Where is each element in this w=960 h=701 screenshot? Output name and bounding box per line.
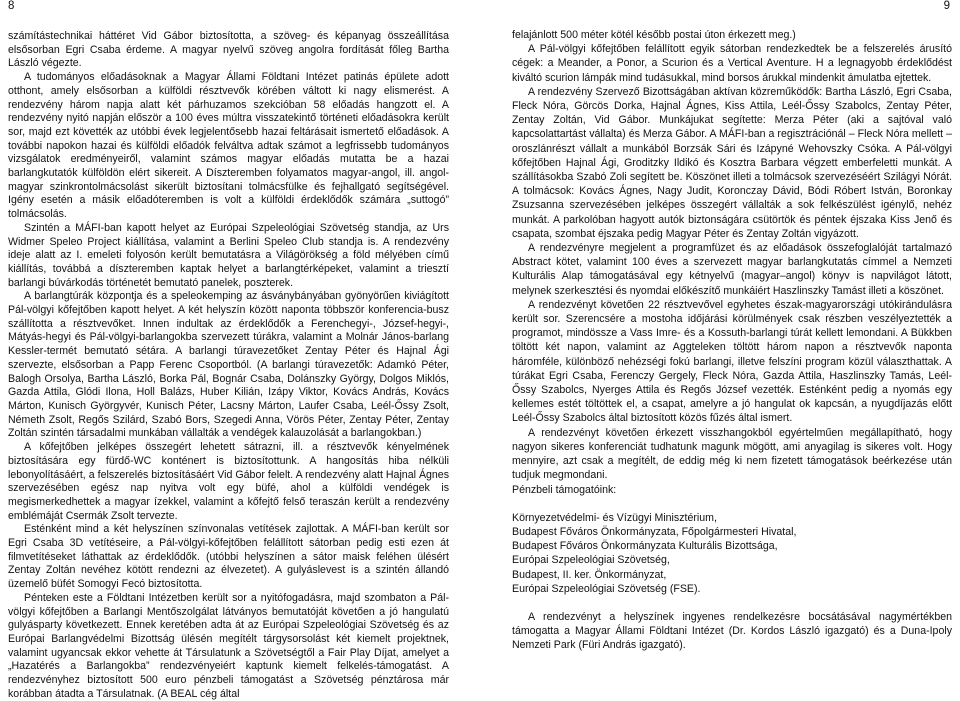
paragraph: A tudományos előadásoknak a Magyar Állami Földtani Intézet patinás épülete adott otthont, amely elsősorban a külföldi résztvevők körében váltott ki nagy elismerést. A rendezvény három napja alatt két párhuzamos szekcióban 58 előadás hangzott el. A rendezvény nyitó napján először a 100 éves múltra visszatekintő történeti előadásokra került sor, majd ezt követték az utóbbi évek legjelentősebb hazai feltárásait ismertető előadások. A további napokon hazai és külföldi előadók felváltva adtak számot a legfrissebb tudományos vizsgálatok eredményeiről, valamint számos magyar előadás mutatta be a hazai barlangkutatók külföldön elért sikereit. A Díszteremben folyamatos magyar-angol, ill. angol-magyar szinkrontolmácsolást sikerült biztosítani tolmácsfülke és fejhallgató segítségével. Igény esetén a másik előadóteremben is volt a külföldi érdeklődők számára „suttogó” tolmácsolás. bbox=[8, 71, 449, 221]
supporter-item: Környezetvédelmi- és Vízügyi Minisztérium, bbox=[512, 511, 717, 524]
paragraph: A rendezvény Szervező Bizottságában aktívan közreműködők: Bartha László, Egri Csaba, Fleck Nóra, Görcös Dorka, Hajnal Ágnes, Kiss Attila, Leél-Őssy Szabolcs, Zentay Péter, Zentay Zoltán, Vid Gábor. Munkájukat segítette: Merza Péter (aki a sajtóval való kapcsolattartást vállalta) és Merza Gábor. A MÁFI-ban a regisztrációnál – Fleck Nóra mellett – oroszlánrészt vállalt a munkából Borzsák Sári és Izápyné Wehovszky Csóka. A Pál-völgyi kőfejtőben Hajnal Ági, Groditzky Ildikó és Kosztra Barbara végzett emberfeletti munkát. A szállításokba Szabó Zoli segített be. Köszönet illeti a tolmácsok szervezéséért Szilágyi Nórát. A tolmácsok: Kovács Ágnes, Nagy Judit, Koronczay Dávid, Bódi Róbert István, Boronkay Zsuzsanna szervezésében jelképes összegért vállalták a sok felkészülést igénylő, nehéz munkát. A parkolóban hagyott autók biztonságára csütörtök és péntek éjszaka Kiss Jenő és csapata, szombat éjszaka pedig Magyar Péter és Zentay Zoltán vigyázott. bbox=[512, 85, 952, 240]
paragraph: Szintén a MÁFI-ban kapott helyet az Európai Szpeleológiai Szövetség standja, az Urs Widmer Speleo Project kiállítása, valamint a Berlini Speleo Club standja is. A rendezvény ideje alatt az I. emeleti folyosón került bemutatásra a Világörökség a föld mélyében című kiállítás, továbbá a díszteremben kaptak helyet a barlangtérképeket, valamint a triesztí barlangi búvárkodás történetét bemutató panelek, poszterek. bbox=[8, 221, 449, 289]
supporter-item: Budapest, II. ker. Önkormányzat, bbox=[512, 568, 667, 581]
paragraph: A rendezvényre megjelent a programfüzet és az előadások összefoglalóját tartalmazó Abstract kötet, valamint 100 éves a szervezett magyar barlangkutatás címmel a Nemzeti Kulturális Alap támogatásával egy kétnyelvű (magyar–angol) könyv is napvilágot látott, melynek szerkesztési és nyomdai előkészítő munkáiért Haszlinszky Tamást illeti a köszönet. bbox=[512, 242, 952, 297]
supporter-item: Európai Szpeleológiai Szövetség (FSE). bbox=[512, 582, 701, 595]
page-number-right: 9 bbox=[943, 0, 950, 12]
paragraph: A rendezvényt a helyszínek ingyenes rendelkezésre bocsátásával nagymértékben támogatta a Magyar Állami Földtani Intézet (Dr. Kordos László igazgató) és a Duna-Ipoly Nemzeti Park (Füri András igazgató). bbox=[512, 610, 952, 652]
paragraph: A kőfejtőben jelképes összegért lehetett sátrazni, ill. a résztvevők kényelmének biztosítására egy fürdő-WC konténert is biztosítottunk. A hangosítás hiba nélküli lebonyolításáért, a felszerelés biztosításáért Vid Gábor felelt. A rendezvény alatt Hajnal Ágnes szervezésében egész nap nyitva volt egy büfé, ahol a külföldi vendégek is megismerkedhettek a magyar ízekkel, valamint a kőfejtő felső teraszán került a rendezvény emblémáját Csermák Zsolt tervezte. bbox=[8, 441, 449, 522]
supporter-item: Budapest Főváros Önkormányzata, Főpolgármesteri Hivatal, bbox=[512, 525, 797, 538]
left-text-column bbox=[8, 30, 449, 701]
paragraph: Pénteken este a Földtani Intézetben került sor a nyitófogadásra, majd szombaton a Pál-völgyi kőfejtőben a Barlangi Mentőszolgálat látványos bemutatóját követően a jó hangulatú gulyásparty következett. Ennek keretében adta át az Európai Szpeleológiai Szövetség és az Európai Barlangvédelmi Bizottság ülésén megítélt tárgysorsolást két kiemelt projektnek, valamint ugyancsak ekkor vehette át Társulatunk a Szövetségtől a Fair Play Díjat, amelyet a „Hazatérés a Barlangokba” rendezvényeiért kaptunk kiemelt felkelés-támogatást. A rendezvényhez biztosított 500 euro pénzbeli támogatást a Szövetség pénztárosa már korábban átadta a Társulatnak. (A BEAL cég által bbox=[8, 591, 449, 700]
paragraph: felajánlott 500 méter kötél később postai úton érkezett meg.) bbox=[512, 29, 796, 41]
paragraph: Esténként mind a két helyszínen színvonalas vetítések zajlottak. A MÁFI-ban került sor Egri Csaba 3D vetítéseire, a Pál-völgyi-kőfejtőben felállított sátorban pedig esti ezen át filmvetítéseket láthattak az érdeklődők. (utóbbi helyszínen a sátor maisk feléhen ülésért Zentay Zoltán nevéhez kötött rendezni az élvezetet). A gulyáslevest is a szintén állandó üzemelő büfét Somogyi Fecó biztosította. bbox=[8, 523, 449, 591]
page-number-left: 8 bbox=[8, 0, 15, 12]
paragraph: A barlangtúrák központja és a speleokemping az ásványbányában gyönyörűen kiviágított Pál-völgyi kőfejtőben kapott helyet. A két helyszín között naponta többször konferencia-busz szállította a résztvevőket. Innen indultak az érdeklődők a Ferenchegyi-, József-hegyi-, Mátyás-hegyi és Pál-völgyi-barlangokba szervezett túrákra, valamint a Molnár János-barlang Kessler-termét bemutató sétára. A barlangi túravezetőket Zentay Péter és Hajnal Ági szervezte, elsősorban a Papp Ferenc Csoportból. (A barlangi túravezetők: Adamkó Péter, Balogh Orsolya, Bartha László, Borka Pál, Bognár Csaba, Dolánszky György, Dolgos Miklós, Gazda Attila, Glódi Ilona, Holl Balázs, Huber Kilián, Izápy Viktor, Kovács András, Kovács Márton, Kunisch Györgyvér, Kunisch Péter, Lacsny Márton, Laufer Csaba, Leél-Őssy Zsolt, Németh Zsolt, Regős Szilárd, Szabó Bors, Szegedi Anna, Vörös Péter, Zentay Péter, Zentay Zoltán szintén társadalmi munkában vállalták a vendégek kalauzolását a barlangokban.) bbox=[8, 290, 449, 440]
supporters-heading: Pénzbeli támogatóink: bbox=[512, 483, 617, 496]
paragraph: számítástechnikai háttéret Vid Gábor biztosította, a szöveg- és képanyag összeállítása elsősorban Egri Csaba érdeme. A magyar nyelvű szöveg angolra fordítását főleg Bartha László végezte. bbox=[8, 30, 449, 70]
paragraph: A rendezvényt követően érkezett visszhangokból egyértelműen megállapítható, hogy nagyon sikeres konferenciát tudhatunk magunk mögött, ami anyagilag is sikeres volt. Hogy mennyire, azt csak a megítélt, de eddig még ki nem fizetett támogatások beérkezése után tudjuk megmondani. bbox=[512, 426, 952, 482]
right-text-column bbox=[512, 28, 952, 653]
supporter-item: Budapest Főváros Önkormányzata Kulturális Bizottsága, bbox=[512, 540, 778, 553]
paragraph: A Pál-völgyi kőfejtőben felállított egyik sátorban rendezkedtek be a felszerelés árusító cégek: a Meander, a Ponor, a Scurion és a Vertical Aventure. H a legnagyobb érdeklődést kiváltó scurion lámpák mind tudásukkal, mind borsos árukkal mindenkit ámulatba ejtettek. bbox=[512, 43, 952, 84]
supporter-item: Európai Szpeleológiai Szövetség, bbox=[512, 554, 670, 567]
paragraph: A rendezvényt követően 22 résztvevővel egyhetes észak-magyarországi utókirándulásra került sor. Szerencsére a mostoha időjárási körülmények csak részben veszélyeztették a programot, mindössze a Vass Imre- és a Kossuth-barlangi túrát kellett lemondani. A Bükkben töltött két napon, valamint az Aggteleken töltött három napon a résztvevők naponta háromféle, különböző nehézségi fokú barlangi, illetve felszíni program közül választhattak. A túrákat Egri Csaba, Ferenczy Gergely, Fleck Nóra, Gazda Attila, Haszlinszky Tamás, Leél-Őssy Szabolcs, Nyerges Attila és Regős József vezették. Esténként pedig a nyomás egy kellemes estét töltöttek el, a csapat, amelyre a jó hangulat ok kapcsán, a nyugdíjazás előtt Leél-Őssy Szabolcs által biztosított közös fűzés által ismert. bbox=[512, 298, 952, 425]
